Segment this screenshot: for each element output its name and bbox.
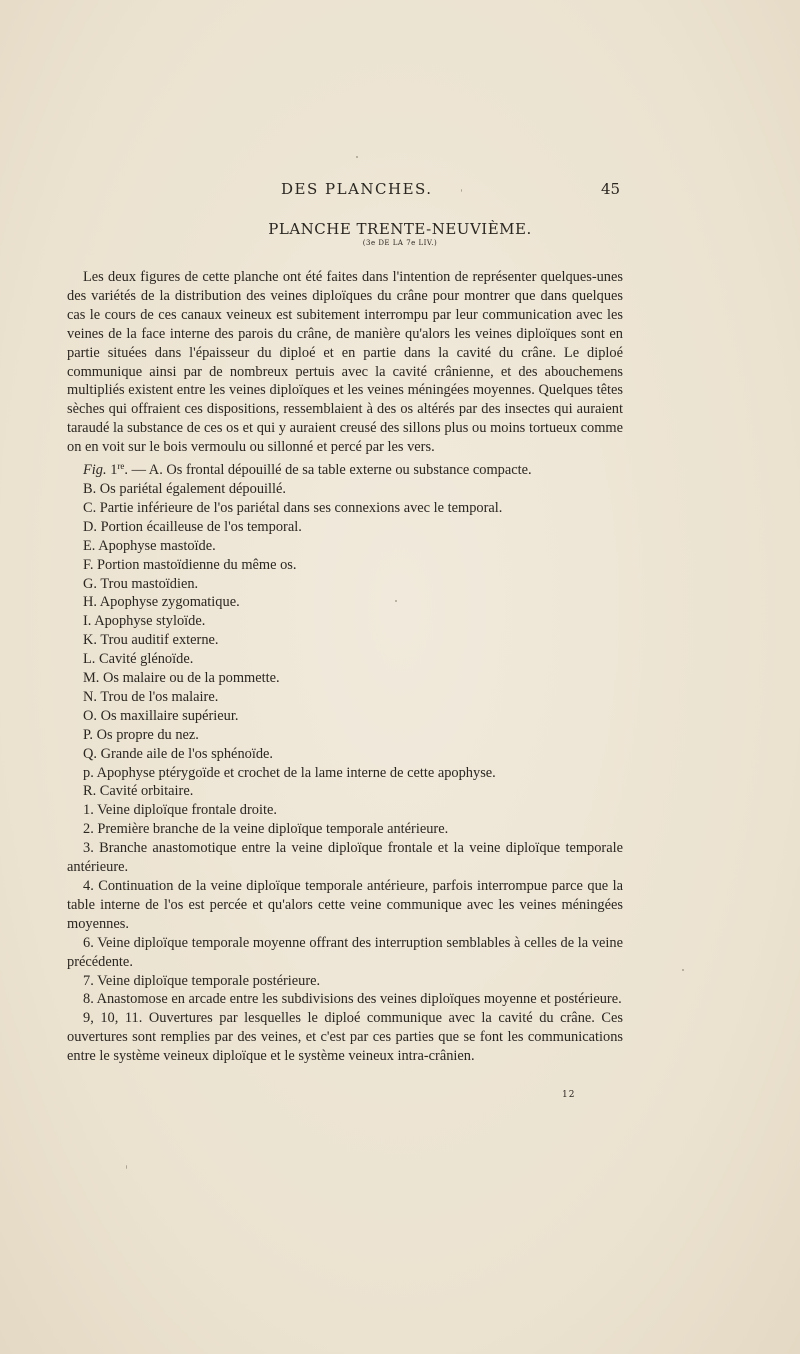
legend-item: N. Trou de l'os malaire. <box>83 688 219 705</box>
paper-speck <box>461 189 462 192</box>
legend-item: M. Os malaire ou de la pommette. <box>83 670 280 687</box>
running-head <box>0 180 800 204</box>
figure-number-superscript: re <box>117 461 125 472</box>
legend-item: F. Portion mastoïdienne du même os. <box>83 556 297 573</box>
legend-item: D. Portion écailleuse de l'os temporal. <box>83 518 302 535</box>
legend-item: 4. Continuation de la veine diploïque temporale antérieure, parfois interrompue parce que la table interne de l'os est percée et qu'alors cette veine communique avec les veines méningées moyennes. <box>67 878 623 932</box>
figure-label: Fig. <box>83 462 107 479</box>
legend-item: 6. Veine diploïque temporale moyenne offrant des interruption semblables à celles de la veine précédente. <box>67 934 623 970</box>
body-text <box>67 268 623 1066</box>
plate-title: PLANCHE TRENTE-NEUVIÈME. <box>268 220 532 238</box>
legend-item: I. Apophyse styloïde. <box>83 613 206 630</box>
intro-paragraph: Les deux figures de cette planche ont été faites dans l'intention de représenter quelques-unes des variétés de la distribution des veines diploïques du crâne pour montrer que dans quelques cas le cours de ces canaux veineux est subitement interrompu par leur communication avec les veines de la face interne des parois du crâne, de manière qu'alors les veines diploïques sont en partie situées dans l'épaisseur du diploé et en partie dans la cavité du crâne. Le diploé communique ainsi par de nombreux pertuis avec la cavité crânienne, et des abouchemens multipliés existent entre les veines diploïques et les veines méningées moyennes. Quelques têtes sèches qui offraient ces dispositions, ressemblaient à des os altérés par des insectes qui auraient taraudé la substance de ces os et qui y auraient creusé des sillons plus ou moins tortueux comme on en voit sur le bois vermoulu ou sillonné et percé par les vers. <box>67 269 623 456</box>
paper-speck <box>126 1165 127 1169</box>
legend-item: 7. Veine diploïque temporale postérieure. <box>83 972 321 989</box>
figure-caption-first <box>67 457 623 480</box>
plate-subtitle: (3e DE LA 7e LIV.) <box>362 239 438 247</box>
legend-item: 9, 10, 11. Ouvertures par lesquelles le diploé communique avec la cavité du crâne. Ces ouvertures sont remplies par des veines, et c'est par ces parties que se font les communications entre le système veineux diploïque et le système veineux intra-crânien. <box>67 1010 623 1065</box>
legend-item: 1. Veine diploïque frontale droite. <box>83 802 277 819</box>
legend-item: O. Os maxillaire supérieur. <box>83 707 239 724</box>
legend-item: G. Trou mastoïdien. <box>83 575 199 592</box>
legend-item: P. Os propre du nez. <box>83 726 199 743</box>
legend-item: p. Apophyse ptérygoïde et crochet de la lame interne de cette apophyse. <box>83 764 496 781</box>
legend-item: 3. Branche anastomotique entre la veine diploïque frontale et la veine diploïque temporale antérieure. <box>67 840 623 876</box>
page-number: 45 <box>601 180 621 198</box>
paper-speck <box>682 969 684 971</box>
legend-item: R. Cavité orbitaire. <box>83 783 194 800</box>
figure-caption-text: . — A. Os frontal dépouillé de sa table externe ou substance compacte. <box>124 462 532 479</box>
legend-item: E. Apophyse mastoïde. <box>83 537 216 554</box>
legend-item: C. Partie inférieure de l'os pariétal dans ses connexions avec le temporal. <box>83 499 503 516</box>
legend-item: K. Trou auditif externe. <box>83 632 219 649</box>
legend-item: 8. Anastomose en arcade entre les subdivisions des veines diploïques moyenne et postérieure. <box>83 991 622 1008</box>
legend-item: B. Os pariétal également dépouillé. <box>83 480 287 497</box>
legend-item: H. Apophyse zygomatique. <box>83 594 240 611</box>
legend-item: 2. Première branche de la veine diploïque temporale antérieure. <box>83 821 449 838</box>
paper-speck <box>356 156 358 158</box>
paper-speck <box>395 600 397 602</box>
running-title: DES PLANCHES. <box>281 180 433 198</box>
legend-item: Q. Grande aile de l'os sphénoïde. <box>83 745 274 762</box>
figure-number: 1 <box>110 462 118 479</box>
legend-item: L. Cavité glénoïde. <box>83 651 194 668</box>
signature-mark: 12 <box>562 1090 576 1100</box>
